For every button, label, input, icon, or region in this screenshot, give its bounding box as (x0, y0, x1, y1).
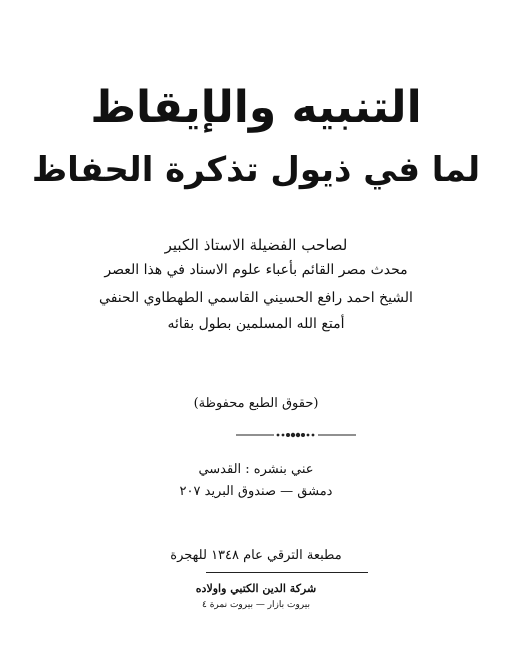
author-line-4: أمتع الله المسلمين بطول بقائه (167, 316, 345, 332)
author-line-2: محدث مصر القائم بأعباء علوم الاسناد في هذا العصر (104, 262, 408, 278)
book-subtitle: لما في ذيول تذكرة الحفاظ (31, 150, 481, 190)
printer-address: بيروت بازار — بيروت نمرة ٤ (202, 600, 310, 610)
publisher-line: عني بنشره : القدسي (198, 462, 314, 477)
author-line-1: لصاحب الفضيلة الاستاذ الكبير (164, 236, 348, 254)
press-imprint: مطبعة الترقي عام ١٣٤٨ للهجرة (170, 548, 342, 563)
printer-name: شركة الدين الكتبي واولاده (195, 582, 317, 595)
ornamental-divider (236, 431, 356, 439)
imprint-rule (206, 572, 368, 573)
author-line-3: الشيخ احمد رافع الحسيني القاسمي الطهطاوي الحنفي (99, 290, 413, 306)
book-title: التنبيه والإيقاظ (90, 82, 422, 133)
copyright-notice: (حقوق الطبع محفوظة) (193, 396, 319, 411)
publisher-address: دمشق — صندوق البريد ٢٠٧ (179, 484, 333, 499)
